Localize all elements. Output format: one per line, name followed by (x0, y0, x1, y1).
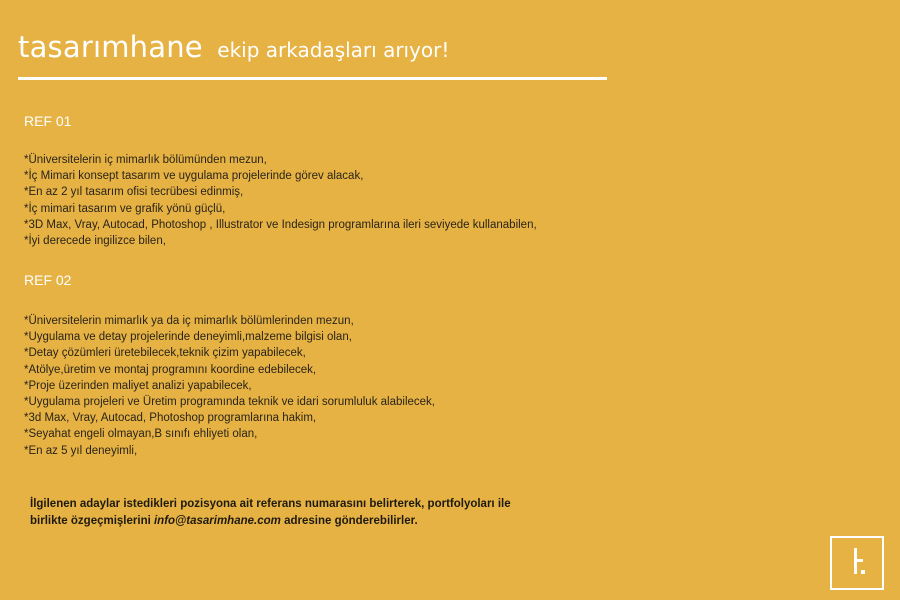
tasarimhane-logo-icon (830, 536, 884, 590)
application-note-suffix: adresine gönderebilirler. (280, 514, 418, 527)
list-item: *En az 5 yıl deneyimli, (24, 444, 138, 457)
logo-crossbar (854, 559, 863, 562)
ref-02-requirements (24, 313, 435, 459)
list-item: *İç mimari tasarım ve grafik yönü güçlü, (24, 202, 226, 215)
list-item: *Atölye,üretim ve montaj programını koordine edebilecek, (24, 363, 317, 376)
list-item: *3d Max, Vray, Autocad, Photoshop programlarına hakim, (24, 412, 317, 425)
header (18, 30, 449, 64)
logo-dot (861, 570, 865, 574)
list-item: *Uygulama projeleri ve Üretim programında teknik ve idari sorumluluk alabilecek, (24, 396, 435, 409)
brand-name: tasarımhane (18, 30, 203, 64)
contact-email[interactable]: info@tasarimhane.com (153, 514, 281, 527)
ref-01-requirements (24, 152, 537, 249)
header-divider (18, 77, 607, 80)
list-item: *Proje üzerinden maliyet analizi yapabilecek, (24, 379, 252, 392)
list-item: *Üniversitelerin iç mimarlık bölümünden mezun, (24, 154, 267, 166)
tagline: ekip arkadaşları arıyor! (217, 38, 450, 62)
list-item: *Üniversitelerin mimarlık ya da iç mimarlık bölümlerinden mezun, (24, 315, 354, 327)
list-item: *Detay çözümleri üretebilecek,teknik çizim yapabilecek, (24, 347, 306, 360)
list-item: *Uygulama ve detay projelerinde deneyimli,malzeme bilgisi olan, (24, 331, 352, 344)
ref-01-title: REF 01 (24, 113, 72, 129)
list-item: *3D Max, Vray, Autocad, Photoshop , Illustrator ve Indesign programlarına ileri seviyede kullanabilen, (24, 218, 537, 231)
list-item: *En az 2 yıl tasarım ofisi tecrübesi edinmiş, (24, 186, 244, 199)
logo-mark (832, 538, 882, 588)
list-item: *Seyahat engeli olmayan,B sınıfı ehliyeti olan, (24, 428, 258, 441)
list-item: *İyi derecede ingilizce bilen, (24, 235, 166, 248)
application-note-prefix: birlikte özgeçmişlerini (30, 514, 154, 527)
application-note-line-1: İlgilenen adaylar istedikleri pozisyona ait referans numarasını belirterek, portfolyoları ile (30, 498, 511, 510)
list-item: *İç Mimari konsept tasarım ve uygulama projelerinde görev alacak, (24, 170, 364, 183)
application-note (30, 496, 590, 529)
ref-02-title: REF 02 (24, 272, 72, 288)
application-note-line-2 (30, 513, 590, 530)
